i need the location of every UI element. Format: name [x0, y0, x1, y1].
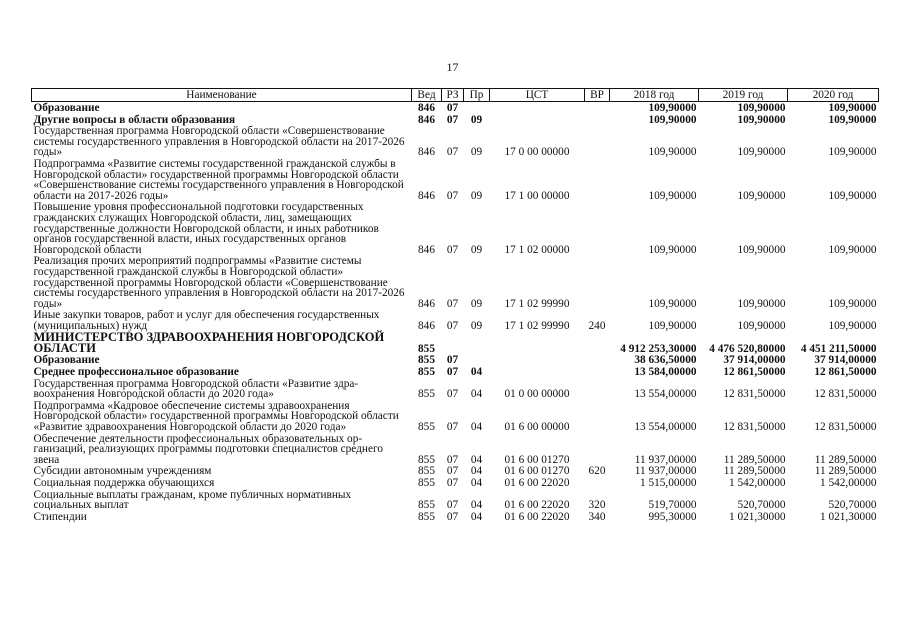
row-name: Подпрограмма «Кадровое обеспечение системы здравоохранения Новгородской области» государственной программы Новгородской области «Развитие здравоохранения Новгородской области до 2020 года» — [33, 399, 399, 434]
row-cst: 01 6 00 22020 — [504, 499, 570, 512]
row-rz: 07 — [446, 102, 459, 114]
row-2019: 12 831,50000 — [723, 388, 786, 401]
table-row — [32, 400, 879, 433]
row-2020: 109,90000 — [828, 189, 877, 202]
row-rz: 07 — [446, 453, 459, 466]
row-rz: 07 — [446, 354, 459, 367]
row-2020: 4 451 211,50000 — [800, 342, 877, 355]
row-rz: 07 — [446, 366, 459, 379]
row-2020: 12 831,50000 — [814, 388, 877, 401]
row-rz: 07 — [446, 421, 459, 434]
row-vr — [585, 255, 610, 309]
row-pr: 04 — [470, 499, 483, 512]
row-name: Образование — [33, 354, 100, 367]
header-name: Наименование — [32, 89, 412, 102]
header-ved: Вед — [412, 89, 442, 102]
row-pr: 04 — [470, 366, 483, 379]
row-vr — [585, 125, 610, 158]
row-pr — [464, 102, 490, 114]
row-pr: 09 — [470, 297, 483, 310]
row-2018: 995,30000 — [648, 510, 697, 523]
row-name: Обеспечение деятельности профессиональных образовательных организаций, реализующих программы подготовки специалистов среднего звена — [33, 432, 383, 466]
row-cst — [490, 354, 585, 366]
row-pr: 04 — [470, 421, 483, 434]
row-2020: 1 542,00000 — [820, 477, 877, 489]
row-ved: 855 — [418, 453, 435, 466]
row-cst — [490, 331, 585, 354]
row-name: МИНИСТЕРСТВО ЗДРАВООХРАНЕНИЯ НОВГОРОДСКОЙ ОБЛАСТИ — [33, 330, 385, 356]
row-vr — [585, 477, 610, 489]
table-row — [32, 158, 879, 201]
row-pr: 09 — [470, 113, 483, 126]
row-ved: 855 — [418, 366, 435, 379]
row-2019: 109,90000 — [737, 146, 786, 159]
row-rz: 07 — [446, 388, 459, 401]
row-ved: 855 — [418, 477, 435, 489]
row-pr: 04 — [470, 477, 483, 489]
table-row — [32, 477, 879, 489]
row-cst: 01 6 00 01270 — [504, 465, 570, 478]
row-pr: 04 — [470, 453, 483, 466]
row-2019: 109,90000 — [737, 189, 786, 202]
row-name: Другие вопросы в области образования — [33, 113, 236, 126]
row-2018: 13 584,00000 — [634, 366, 697, 379]
row-2018: 109,90000 — [648, 297, 697, 310]
row-2019: 109,90000 — [737, 297, 786, 310]
row-vr: 340 — [588, 510, 606, 523]
row-cst: 17 1 02 99990 — [504, 319, 570, 332]
row-2020: 12 861,50000 — [814, 366, 877, 379]
row-2020: 520,70000 — [828, 499, 877, 512]
row-2018: 13 554,00000 — [634, 421, 697, 434]
row-2019: 1 021,30000 — [729, 510, 786, 523]
row-name: Образование — [33, 102, 100, 114]
row-ved: 855 — [418, 499, 435, 512]
row-2019: 37 914,00000 — [723, 354, 786, 367]
row-2018: 109,90000 — [648, 243, 697, 256]
row-pr: 09 — [470, 243, 483, 256]
row-2018: 13 554,00000 — [634, 388, 697, 401]
row-2018: 109,90000 — [648, 146, 697, 159]
row-2020: 12 831,50000 — [814, 421, 877, 434]
row-cst: 01 6 00 22020 — [504, 510, 570, 523]
row-vr — [585, 433, 610, 466]
row-2019: 109,90000 — [737, 102, 786, 114]
row-name: Субсидии автономным учреждениям — [33, 465, 212, 478]
row-2019: 12 831,50000 — [723, 421, 786, 434]
row-name: Подпрограмма «Развитие системы государственной гражданской службы в Новгородской области» государственной программы Новгородской области «Совершенствование системы государственного управления в Новгородской области на 2017-2026 годы» — [33, 157, 404, 202]
row-name: Среднее профессиональное образование — [33, 366, 239, 379]
row-cst: 17 0 00 00000 — [504, 146, 570, 159]
row-2020: 109,90000 — [828, 319, 877, 332]
row-ved: 855 — [418, 342, 435, 355]
row-2019: 109,90000 — [737, 243, 786, 256]
row-2018: 11 937,00000 — [634, 465, 697, 478]
row-rz: 07 — [446, 319, 459, 332]
row-name: Реализация прочих мероприятий подпрограммы «Развитие системы государственной гражданской службы в Новгородской области» государственной программы Новгородской области «Совершенствование системы государственного управления в Новгородской области на 2017-2026 годы» — [33, 255, 405, 310]
row-rz: 07 — [446, 510, 459, 523]
row-2020: 1 021,30000 — [820, 510, 877, 523]
row-ved: 855 — [418, 465, 435, 478]
row-name: Иные закупки товаров, работ и услуг для обеспечения государственных (муниципальных) нужд — [33, 309, 380, 332]
page-number: 17 — [446, 60, 459, 74]
row-vr: 240 — [588, 319, 606, 332]
table-row — [32, 309, 879, 331]
header-cst: ЦСТ — [490, 89, 585, 102]
row-vr — [585, 102, 610, 114]
table-row — [32, 354, 879, 366]
row-cst: 01 6 00 00000 — [504, 421, 570, 434]
row-name: Повышение уровня профессиональной подготовки государственных гражданских служащих Новгородской области, лиц, замещающих государственные должности Новгородской области, и иных работников органов государственной власти, иных государственных органов Новгородской области — [33, 201, 379, 256]
table-row — [32, 201, 879, 255]
row-rz: 07 — [446, 499, 459, 512]
row-ved: 846 — [418, 102, 435, 114]
row-rz — [442, 331, 464, 354]
row-cst — [490, 114, 585, 126]
table-row — [32, 331, 879, 354]
row-2018: 1 515,00000 — [640, 477, 697, 489]
row-2019: 520,70000 — [737, 499, 786, 512]
row-ved: 846 — [418, 146, 435, 159]
row-2020: 109,90000 — [828, 297, 877, 310]
row-pr: 09 — [470, 146, 483, 159]
row-cst: 17 1 00 00000 — [504, 189, 570, 202]
row-cst: 01 6 00 01270 — [504, 453, 570, 466]
row-2019: 109,90000 — [737, 319, 786, 332]
row-pr: 04 — [470, 510, 483, 523]
row-vr — [585, 201, 610, 255]
table-row — [32, 489, 879, 511]
row-cst: 01 6 00 22020 — [504, 477, 570, 489]
row-rz: 07 — [446, 465, 459, 478]
row-cst: 17 1 02 00000 — [504, 243, 570, 256]
row-cst — [490, 102, 585, 114]
row-ved: 846 — [418, 243, 435, 256]
row-rz: 07 — [446, 113, 459, 126]
row-vr — [585, 400, 610, 433]
row-2019: 11 289,50000 — [723, 453, 786, 466]
table-header-row — [32, 89, 879, 102]
row-ved: 855 — [418, 421, 435, 434]
row-pr — [464, 331, 490, 354]
row-2018: 519,70000 — [648, 499, 697, 512]
row-2018: 109,90000 — [648, 319, 697, 332]
table-row — [32, 102, 879, 114]
row-ved: 855 — [418, 354, 435, 367]
row-2020: 11 289,50000 — [814, 453, 877, 466]
row-2018: 109,90000 — [648, 189, 697, 202]
row-2019: 12 861,50000 — [723, 366, 786, 379]
table-row — [32, 511, 879, 523]
header-2019: 2019 год — [699, 89, 788, 102]
row-cst — [490, 366, 585, 378]
row-ved: 846 — [418, 319, 435, 332]
row-2018: 38 636,50000 — [634, 354, 697, 367]
row-pr: 09 — [470, 189, 483, 202]
row-rz: 07 — [446, 243, 459, 256]
table-row — [32, 255, 879, 309]
row-ved: 855 — [418, 388, 435, 401]
row-name: Стипендии — [33, 510, 87, 523]
header-rz: РЗ — [442, 89, 464, 102]
row-2020: 37 914,00000 — [814, 354, 877, 367]
budget-table — [31, 88, 879, 522]
row-pr: 04 — [470, 388, 483, 401]
row-name: Социальные выплаты гражданам, кроме публичных нормативных социальных выплат — [33, 488, 352, 512]
table-row — [32, 366, 879, 378]
row-pr: 04 — [470, 465, 483, 478]
row-ved: 855 — [418, 510, 435, 523]
header-2020: 2020 год — [788, 89, 879, 102]
row-vr — [585, 366, 610, 378]
row-vr — [585, 114, 610, 126]
row-pr: 09 — [470, 319, 483, 332]
row-vr — [585, 354, 610, 366]
row-2018: 4 912 253,30000 — [620, 342, 697, 355]
row-name: Государственная программа Новгородской области «Развитие здравоохранения Новгородской области до 2020 года» — [33, 377, 359, 401]
row-rz: 07 — [446, 146, 459, 159]
header-vr: ВР — [585, 89, 610, 102]
row-vr — [585, 378, 610, 400]
row-rz: 07 — [446, 297, 459, 310]
header-2018: 2018 год — [610, 89, 699, 102]
row-cst: 17 1 02 99990 — [504, 297, 570, 310]
row-rz: 07 — [446, 477, 459, 489]
row-2019: 4 476 520,80000 — [709, 342, 786, 355]
row-vr — [585, 158, 610, 201]
table-row — [32, 433, 879, 466]
table-row — [32, 378, 879, 400]
row-2020: 109,90000 — [828, 146, 877, 159]
row-pr — [464, 354, 490, 366]
row-ved: 846 — [418, 189, 435, 202]
row-2019: 11 289,50000 — [723, 465, 786, 478]
row-2018: 11 937,00000 — [634, 453, 697, 466]
table-row — [32, 114, 879, 126]
row-vr: 320 — [588, 499, 606, 512]
header-pr: Пр — [464, 89, 490, 102]
row-2020: 109,90000 — [828, 102, 877, 114]
row-2018: 109,90000 — [648, 102, 697, 114]
row-name: Государственная программа Новгородской области «Совершенствование системы государственного управления в Новгородской области на 2017-2026 годы» — [33, 125, 405, 159]
table-row — [32, 125, 879, 158]
row-vr: 620 — [588, 465, 606, 478]
row-2019: 1 542,00000 — [729, 477, 786, 489]
row-ved: 846 — [418, 297, 435, 310]
row-cst: 01 0 00 00000 — [504, 388, 570, 401]
row-2019: 109,90000 — [737, 113, 786, 126]
row-2020: 109,90000 — [828, 243, 877, 256]
row-2018: 109,90000 — [648, 113, 697, 126]
row-ved: 846 — [418, 113, 435, 126]
row-rz: 07 — [446, 189, 459, 202]
row-2020: 109,90000 — [828, 113, 877, 126]
row-2020: 11 289,50000 — [814, 465, 877, 478]
row-name: Социальная поддержка обучающихся — [33, 477, 215, 489]
row-vr — [585, 331, 610, 354]
table-row — [32, 465, 879, 477]
